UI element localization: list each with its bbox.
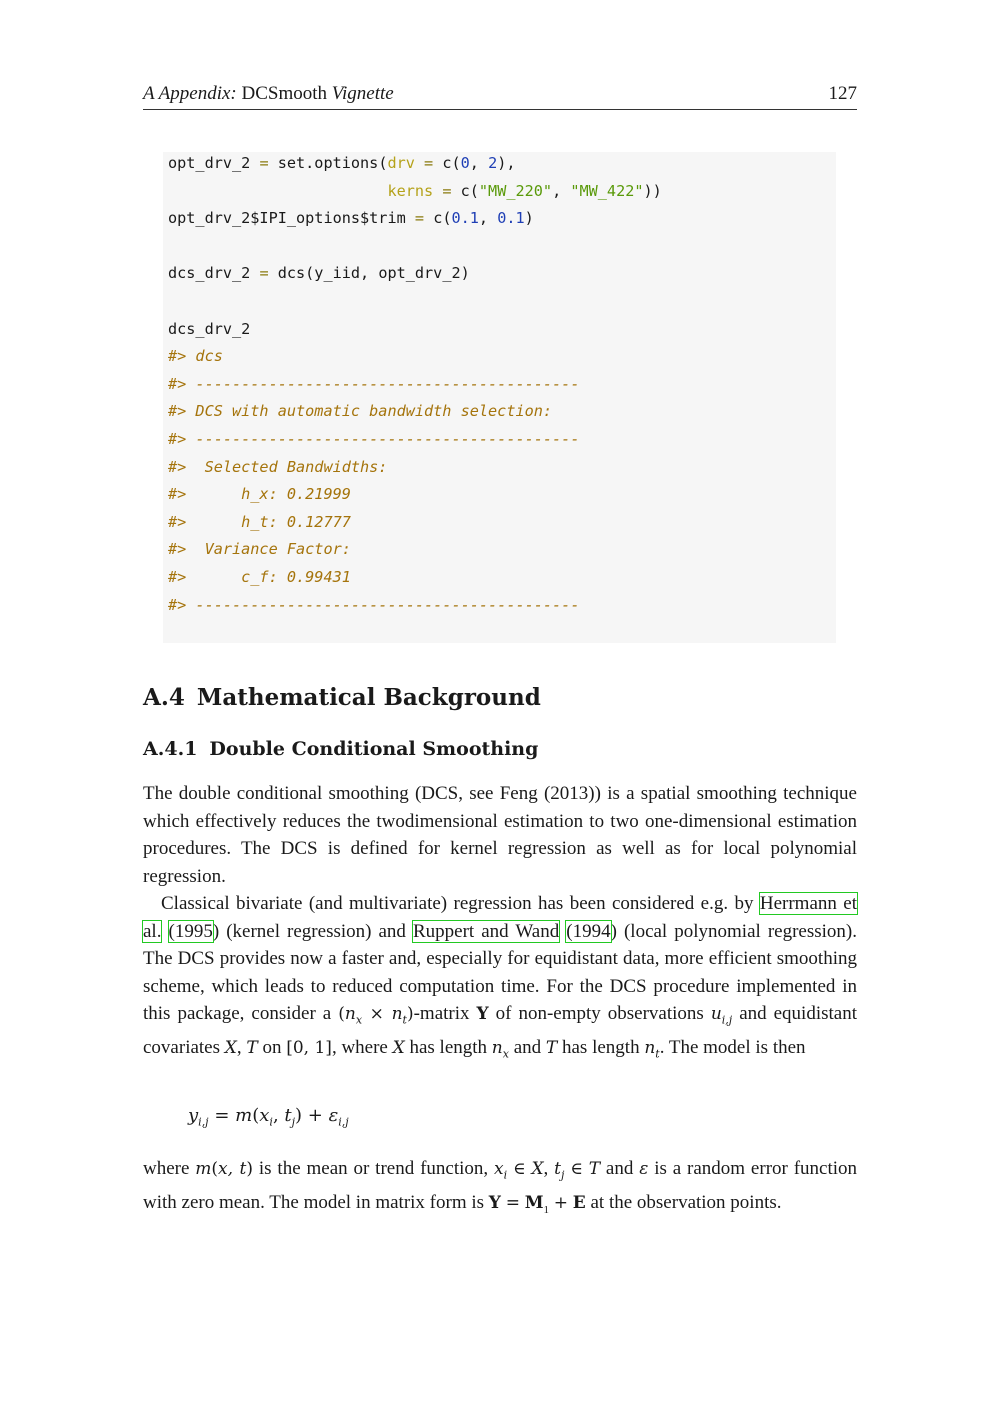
paragraph-matrix-form: where m(x, t) is the mean or trend function, $x_i$ ∈ X, $t_j$ ∈ T and ε is a random error function with zero mean. The model in matrix form is $Y = M_1 + E$ at the observation points. (143, 1158, 858, 1216)
code-line: opt_drv_2 = set.options(drv = c(0, 2), (168, 154, 516, 172)
code-line: kerns = c("MW_220", "MW_422")) (387, 181, 662, 200)
math-dimension: $(n_x \times n_t)$ (338, 1004, 414, 1027)
math-mxt: m (195, 1159, 212, 1179)
math-nt: $n_t$ (644, 1038, 660, 1061)
math-nx: $n_x$ (491, 1038, 509, 1061)
citation-link-herrmann[interactable]: Herrmann et al. (143, 893, 857, 942)
math-u: $u_{i,j}$ (710, 1004, 733, 1027)
code-output-line: #> ------------------------------------------ (168, 374, 580, 393)
code-blank-line (168, 288, 662, 316)
math-Y: Y (476, 1004, 489, 1025)
code-line: opt_drv_2$IPI_options$trim = c(0.1, 0.1) (168, 209, 534, 228)
code-output-line: #> Selected Bandwidths: (168, 457, 388, 476)
citation-link-ruppert[interactable]: Ruppert and Wand (412, 920, 560, 942)
citation-link-ruppert-year[interactable]: (1994 (566, 920, 611, 942)
code-output-line: #> ------------------------------------------ (168, 595, 580, 614)
code-output-line: #> Variance Factor: (168, 540, 351, 559)
math-tj-in-T: $t_j$ (554, 1159, 565, 1182)
math-T2: T (545, 1038, 558, 1059)
section-heading: A.4 Mathematical Background (143, 684, 541, 711)
paragraph-model: Classical bivariate (and multivariate) regression has been considered e.g. by Herrmann et al. (1995) (kernel regression) and Ruppert and Wand (1994) (local polynomial regression). The DCS provides now a faster and, especially for equidistant data, more efficient smoothing scheme, which leads to reduced computation time. For the DCS procedure implemented in this package, consider a ($n_x$ × $n_t$)-matrix Y of non-empty observations $u_{i,j}$ and equidistant covariates X, T on [0, 1], where X has length $n_x$ and T has length $n_t$. The model is then (143, 893, 858, 1061)
code-line: dcs_drv_2 (168, 319, 251, 338)
code-output-line: #> dcs (168, 347, 223, 366)
running-header (143, 80, 857, 110)
code-output-line: #> h_t: 0.12777 (168, 512, 351, 531)
math-interval: [0, 1] (286, 1038, 332, 1059)
code-output-line: #> ------------------------------------------ (168, 429, 580, 448)
paragraph-intro: The double conditional smoothing (DCS, see Feng (2013)) is a spatial smoothing technique which effectively reduces the twodimensional estimation to two one-dimensional estimation procedures. The DCS is defined for kernel regression as well as for local polynomial regression. (143, 783, 857, 887)
math-XT: X (224, 1038, 237, 1059)
page-number: 127 (828, 83, 857, 104)
math-xi-in-X: $x_i$ (494, 1159, 508, 1182)
code-output-line: #> h_x: 0.21999 (168, 485, 351, 504)
model-equation: $y_{i,j} = m(x_i$, $t_j) + \varepsilon_{i,j}$ (188, 1105, 349, 1129)
code-output-line: #> c_f: 0.99431 (168, 567, 351, 586)
math-T: T (246, 1038, 258, 1059)
code-block (168, 150, 662, 619)
math-matrix-equation: Y (488, 1192, 501, 1213)
math-epsilon: ε (639, 1159, 649, 1179)
code-output-line: #> DCS with automatic bandwidth selection: (168, 402, 553, 421)
code-line: dcs_drv_2 = dcs(y_iid, opt_drv_2) (168, 264, 470, 283)
subsection-heading: A.4.1 Double Conditional Smoothing (143, 738, 539, 760)
math-X: X (392, 1038, 405, 1059)
header-title: A Appendix: DCSmooth Vignette (143, 83, 394, 104)
code-blank-line (168, 233, 662, 261)
citation-link-herrmann-year[interactable]: (1995 (168, 920, 213, 942)
